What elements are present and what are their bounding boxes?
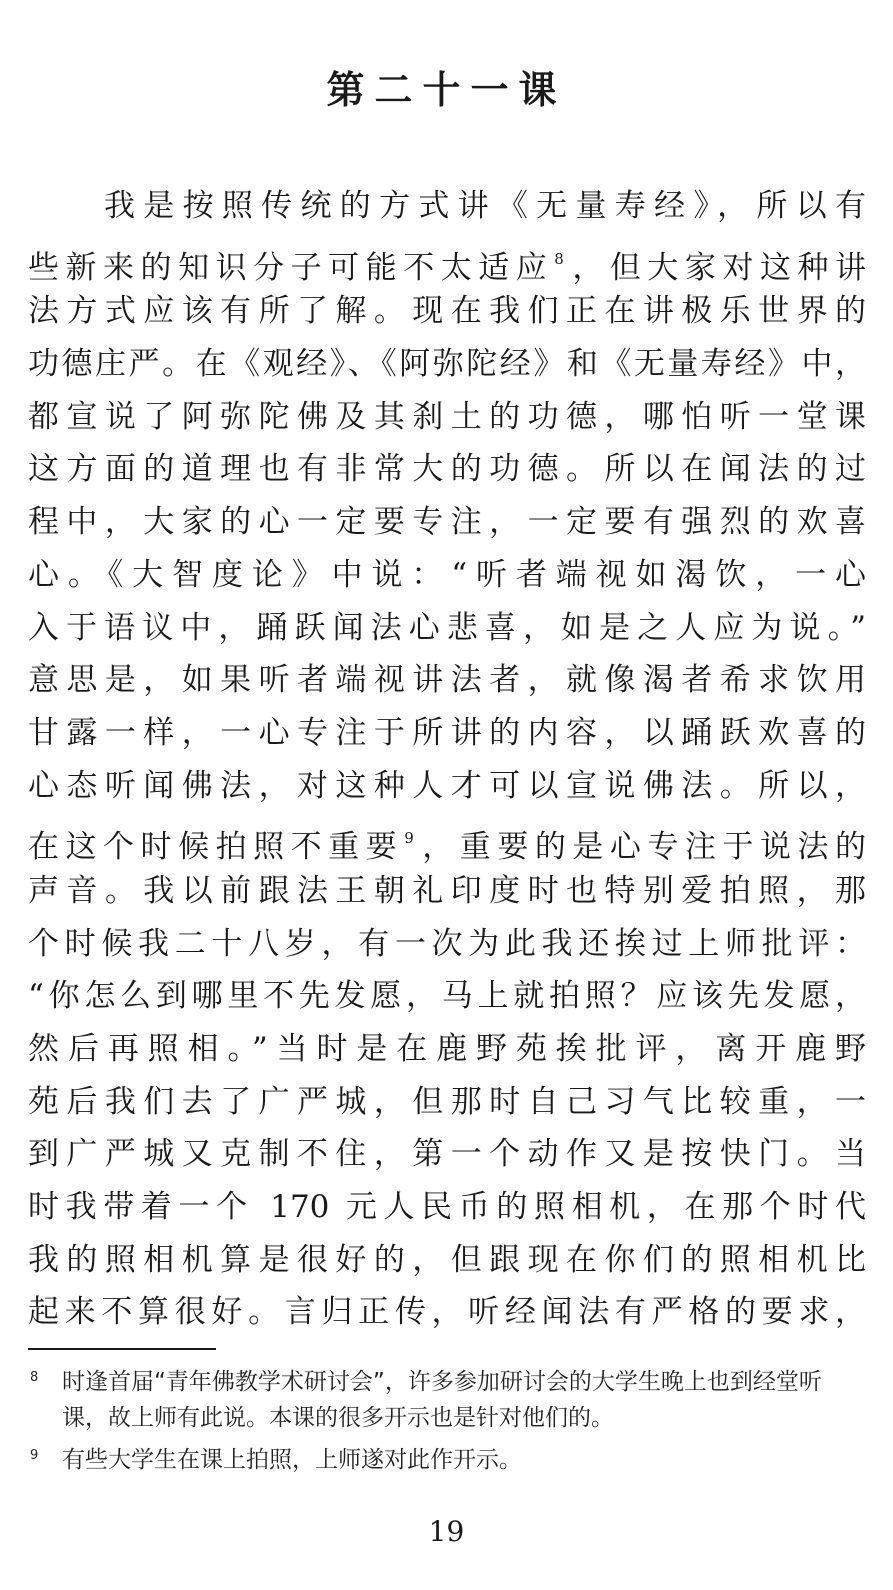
- body-line: 声音。我以前跟法王朝礼印度时也特别爱拍照，那: [28, 872, 866, 909]
- body-line: 我的照相机算是很好的，但跟现在你们的照相机比: [28, 1241, 866, 1278]
- body-line: 起来不算很好。言归正传，听经闻法有严格的要求，: [28, 1294, 866, 1331]
- body-line: 甘露一样，一心专注于所讲的内容，以踊跃欢喜的: [28, 714, 866, 751]
- body-line: 我是按照传统的方式讲《无量寿经》，所以有: [104, 188, 866, 224]
- body-line: 意思是，如果听者端视讲法者，就像渴者希求饮用: [28, 662, 866, 699]
- footnote-divider: [28, 1348, 216, 1350]
- body-line: 心。《大智度论》中说：“听者端视如渴饮，一心: [28, 556, 866, 593]
- body-line: 苑后我们去了广严城，但那时自己习气比较重，一: [28, 1083, 866, 1120]
- body-line: 在这个时候拍照不重要$^9$，重要的是心专注于说法的: [28, 829, 866, 865]
- footnote-text: 有些大学生在课上拍照，上师遂对此作开示。: [62, 1447, 522, 1473]
- body-line: 时我带着一个 170 元人民币的照相机，在那个时代: [28, 1189, 866, 1226]
- body-line: 到广严城又克制不住，第一个动作又是按快门。当: [28, 1136, 866, 1173]
- body-text: [28, 180, 866, 1339]
- body-line: 然后再照相。”当时是在鹿野苑挨批评，离开鹿野: [28, 1031, 866, 1067]
- footnote-number: 8: [30, 1370, 39, 1385]
- footnote-ref-9[interactable]: 9: [404, 829, 414, 848]
- body-line: 入于语议中，踊跃闻法心悲喜，如是之人应为说。”: [28, 609, 866, 646]
- page-number: 19: [428, 1515, 465, 1548]
- footnote-number: 9: [30, 1448, 39, 1463]
- footnote-9: [28, 1442, 866, 1478]
- body-line: 都宣说了阿弥陀佛及其刹土的功德，哪怕听一堂课: [28, 398, 866, 435]
- footnote-ref-8[interactable]: 8: [554, 249, 564, 268]
- body-line: 程中，大家的心一定要专注，一定要有强烈的欢喜: [28, 504, 866, 541]
- body-line: 些新来的知识分子可能不太适应$^8$，但大家对这种讲: [28, 249, 866, 286]
- lesson-title: 第二十一课: [326, 67, 567, 112]
- body-line: 个时候我二十八岁，有一次为此我还挨过上师批评：: [28, 925, 866, 962]
- body-line: 心态听闻佛法，对这种人才可以宣说佛法。所以，: [28, 767, 866, 804]
- body-line: 法方式应该有所了解。现在我们正在讲极乐世界的: [28, 293, 866, 330]
- body-line: 这方面的道理也有非常大的功德。所以在闻法的过: [28, 451, 866, 488]
- footnote-8: [28, 1364, 866, 1436]
- body-line: 功德庄严。在《观经》、《阿弥陀经》和《无量寿经》中，: [28, 346, 866, 383]
- body-line: “你怎么到哪里不先发愿，马上就拍照？应该先发愿，: [28, 978, 866, 1015]
- footnotes: [28, 1364, 866, 1484]
- footnote-text: 时逢首届“青年佛教学术研讨会”，许多参加研讨会的大学生晚上也到经堂听课，故上师有此说。本课的很多开示也是针对他们的。: [62, 1369, 822, 1431]
